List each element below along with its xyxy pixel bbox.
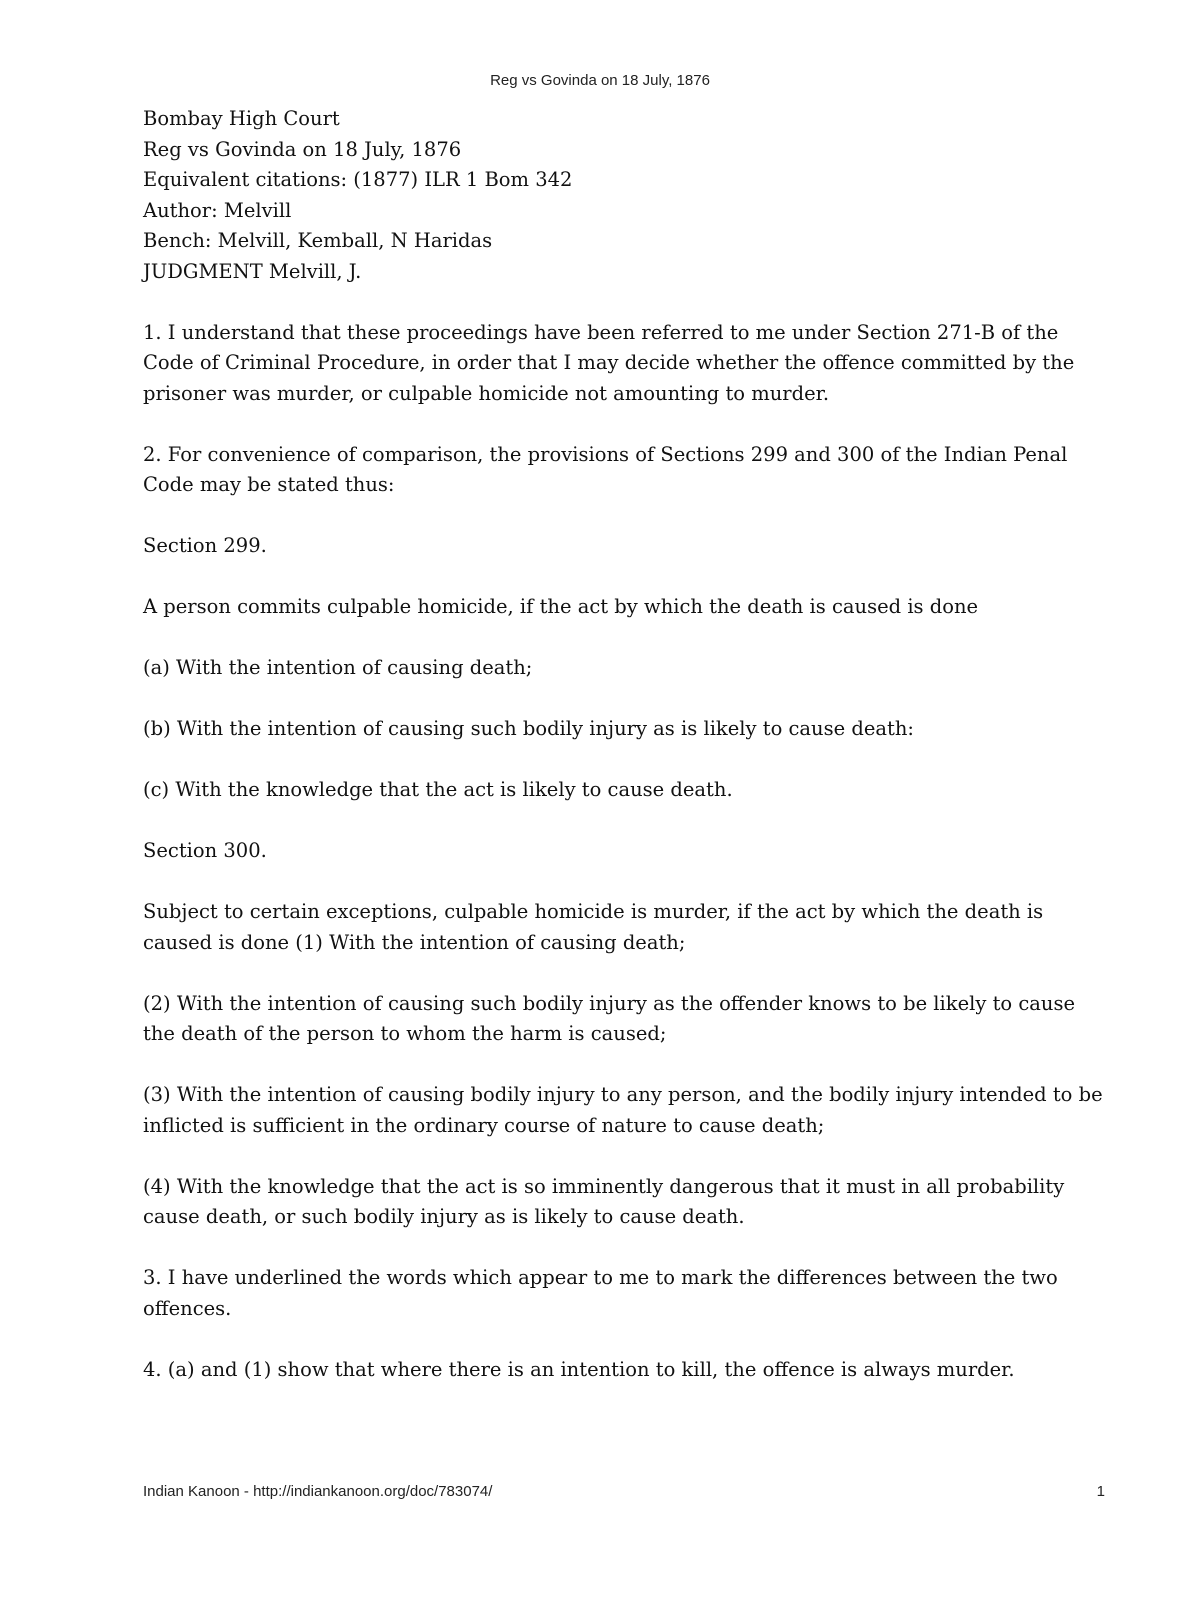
footer-source-link[interactable]: Indian Kanoon - http://indiankanoon.org/doc/783074/ [143, 1483, 493, 1500]
bench-line: Bench: Melvill, Kemball, N Haridas [143, 229, 493, 252]
running-header-title: Reg vs Govinda on 18 July, 1876 [490, 72, 710, 89]
section-300-clause-3: (3) With the intention of causing bodily injury to any person, and the bodily injury intended to be inflicted is sufficient in the ordinary course of nature to cause death; [143, 1083, 1103, 1137]
paragraph-1: 1. I understand that these proceedings have been referred to me under Section 271-B of the Code of Criminal Procedure, in order that I may decide whether the offence committed by the prisoner was murder, or culpable homicide not amounting to murder. [143, 320, 1075, 405]
court-name: Bombay High Court [143, 107, 340, 130]
section-300-heading: Section 300. [143, 839, 267, 862]
section-300-clause-1: Subject to certain exceptions, culpable homicide is murder, if the act by which the death is caused is done (1) With the intention of causing death; [143, 900, 1044, 954]
judgment-heading: JUDGMENT Melvill, J. [143, 259, 362, 283]
case-metadata [143, 104, 1108, 287]
paragraph-4: 4. (a) and (1) show that where there is an intention to kill, the offence is always murder. [143, 1357, 1015, 1381]
section-300-clause-4: (4) With the knowledge that the act is so imminently dangerous that it must in all probability cause death, or such bodily injury as is likely to cause death. [143, 1174, 1065, 1228]
section-299-clause-a: (a) With the intention of causing death; [143, 656, 533, 679]
paragraph-3: 3. I have underlined the words which appear to me to mark the differences between the two offences. [143, 1266, 1058, 1320]
section-299-heading: Section 299. [143, 534, 267, 557]
paragraph-2: 2. For convenience of comparison, the provisions of Sections 299 and 300 of the Indian Penal Code may be stated thus: [143, 442, 1068, 496]
document-body [143, 104, 1108, 1416]
page-number: 1 [1096, 1483, 1105, 1500]
section-299-clause-c: (c) With the knowledge that the act is likely to cause death. [143, 778, 733, 801]
section-299-intro: A person commits culpable homicide, if the act by which the death is caused is done [143, 595, 979, 618]
section-299-clause-b: (b) With the intention of causing such bodily injury as is likely to cause death: [143, 717, 914, 740]
author-line: Author: Melvill [143, 198, 292, 222]
equivalent-citations: Equivalent citations: (1877) ILR 1 Bom 342 [143, 168, 573, 191]
section-300-clause-2: (2) With the intention of causing such bodily injury as the offender knows to be likely to cause the death of the person to whom the harm is caused; [143, 991, 1076, 1045]
case-title: Reg vs Govinda on 18 July, 1876 [143, 137, 462, 161]
